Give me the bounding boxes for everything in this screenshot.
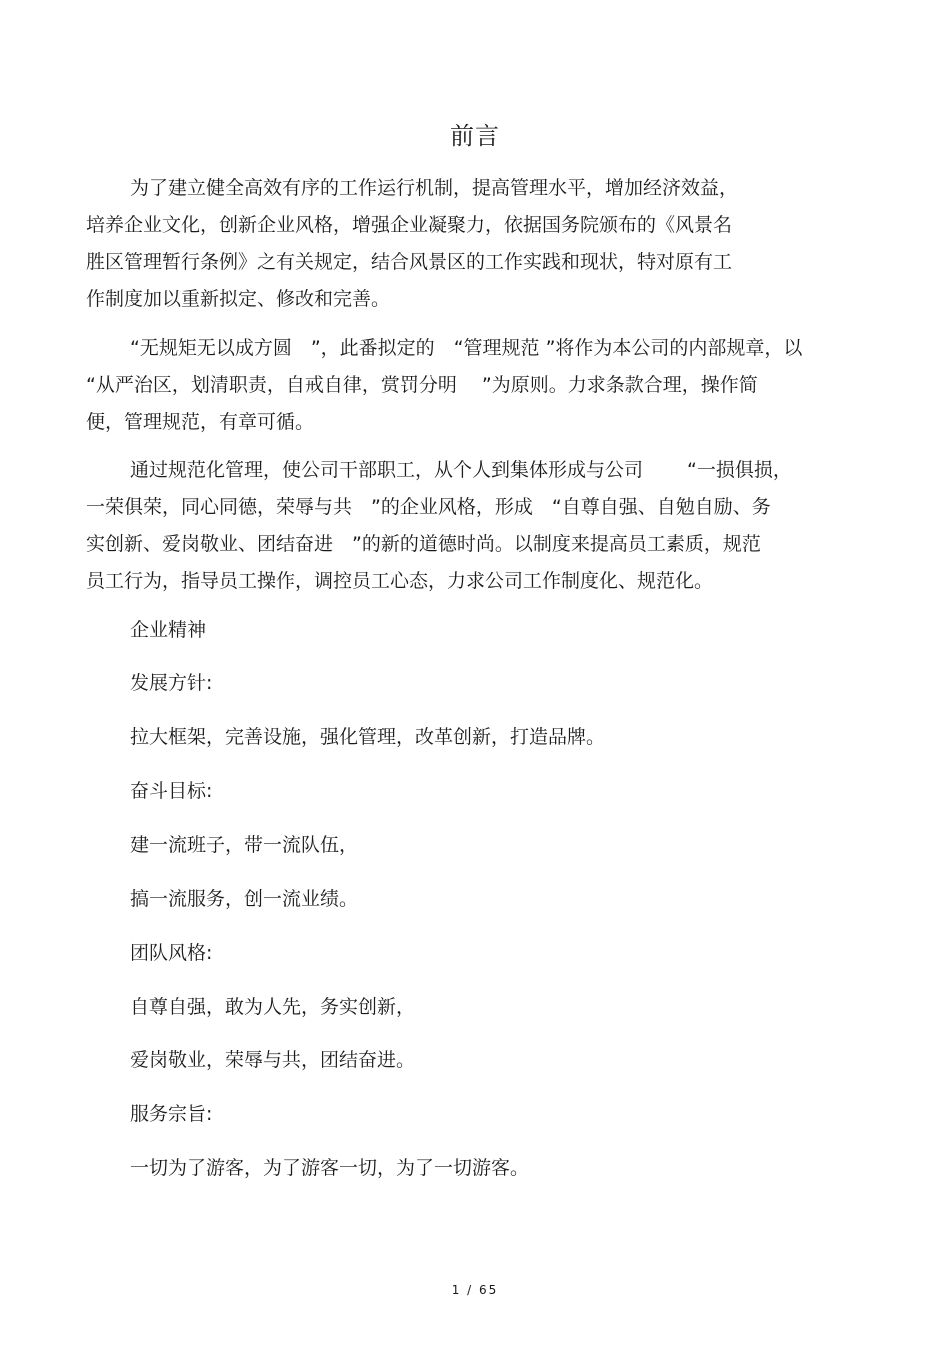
section-heading: 企业精神 bbox=[130, 619, 207, 641]
paragraph-line: 实创新、爱岗敬业、团结奋进 ”的新的道德时尚。以制度来提高员工素质，规范 bbox=[86, 533, 761, 555]
list-item: 搞一流服务，创一流业绩。 bbox=[130, 888, 359, 910]
list-item: 一切为了游客，为了游客一切，为了一切游客。 bbox=[130, 1157, 530, 1179]
culture-paragraph bbox=[86, 452, 856, 600]
paragraph-line: 通过规范化管理，使公司干部职工，从个人到集体形成与公司 “一损俱损， bbox=[130, 459, 792, 481]
paragraph-line: 胜区管理暂行条例》之有关规定，结合风景区的工作实践和现状，特对原有工 bbox=[86, 251, 733, 273]
page-title: 前言 bbox=[450, 122, 500, 150]
list-item: 建一流班子，带一流队伍， bbox=[130, 834, 359, 856]
paragraph-line: 培养企业文化，创新企业风格，增强企业凝聚力，依据国务院颁布的《风景名 bbox=[86, 214, 733, 236]
paragraph-line: 为了建立健全高效有序的工作运行机制，提高管理水平，增加经济效益， bbox=[130, 177, 739, 199]
section-heading: 服务宗旨: bbox=[130, 1103, 213, 1125]
section-heading: 团队风格: bbox=[130, 942, 213, 964]
list-item: 爱岗敬业，荣辱与共，团结奋进。 bbox=[130, 1049, 416, 1071]
intro-paragraph bbox=[86, 170, 856, 318]
paragraph-line: 作制度加以重新拟定、修改和完善。 bbox=[86, 288, 391, 310]
list-item: 拉大框架，完善设施，强化管理，改革创新，打造品牌。 bbox=[130, 726, 606, 748]
paragraph-line: 员工行为，指导员工操作，调控员工心态，力求公司工作制度化、规范化。 bbox=[86, 570, 714, 592]
section-heading: 发展方针: bbox=[130, 672, 213, 694]
paragraph-line: 一荣俱荣，同心同德，荣辱与共 ”的企业风格，形成 “自尊自强、自勉自励、务 bbox=[86, 496, 771, 518]
principle-paragraph bbox=[86, 330, 856, 441]
paragraph-line: 便，管理规范，有章可循。 bbox=[86, 411, 315, 433]
paragraph-line: “从严治区，划清职责，自戒自律，赏罚分明 ”为原则。力求条款合理，操作简 bbox=[86, 374, 758, 396]
page-number: 1 / 65 bbox=[451, 1283, 499, 1297]
list-item: 自尊自强，敢为人先，务实创新， bbox=[130, 996, 416, 1018]
paragraph-line: “无规矩无以成方圆 ”，此番拟定的 “管理规范 ”将作为本公司的内部规章，以 bbox=[130, 337, 803, 359]
section-heading: 奋斗目标: bbox=[130, 780, 213, 802]
